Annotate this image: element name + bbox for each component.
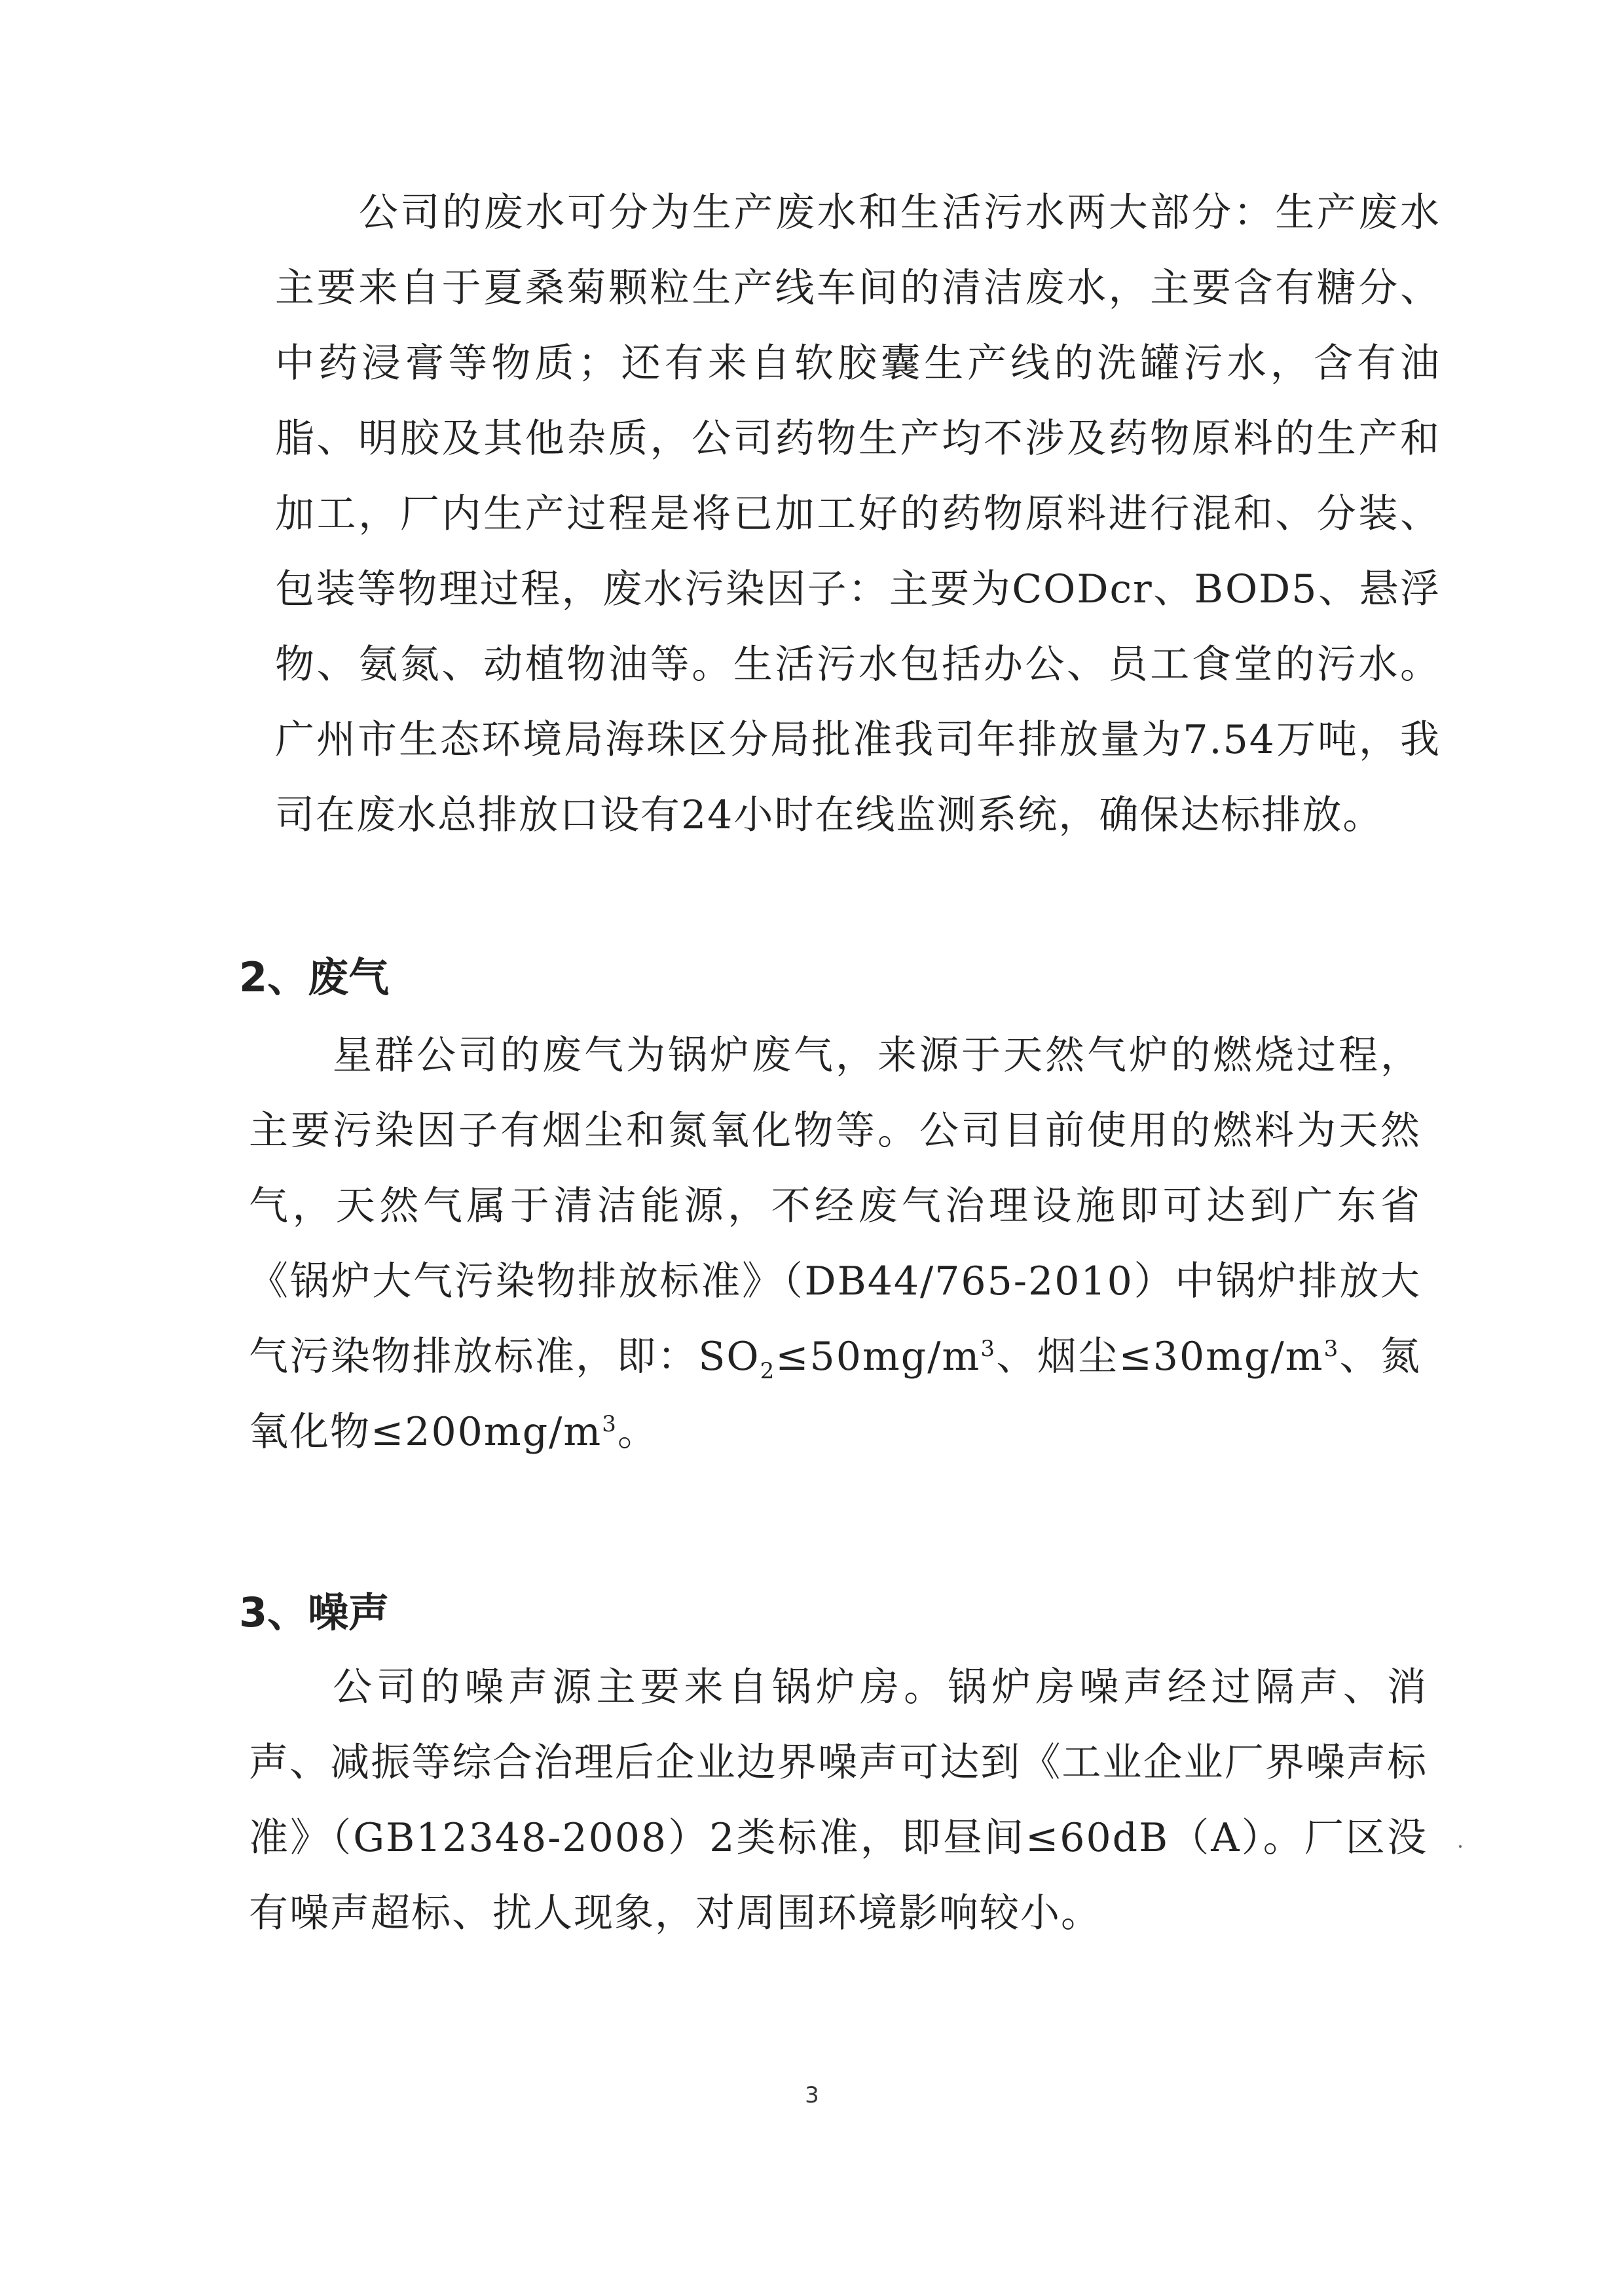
noise-heading: 3、噪声 [239, 1588, 390, 1636]
exhaust-paragraph [249, 1018, 1421, 1470]
dust-limit: 、烟尘≤30mg/m [995, 1334, 1324, 1380]
unit-superscript: 3 [1323, 1336, 1340, 1362]
so2-limit: ≤50mg/m [775, 1334, 981, 1380]
noise-paragraph: 公司的噪声源主要来自锅炉房。锅炉房噪声经过隔声、消声、减振等综合治理后企业边界噪声可达到《工业企业厂界噪声标准》（GB12348-2008）2类标准，即昼间≤60dB（A）。厂区没有噪声超标、扰人现象，对周围环境影响较小。 [249, 1664, 1428, 1936]
unit-superscript: 3 [602, 1411, 618, 1437]
exhaust-text: 星群公司的废气为锅炉废气，来源于天然气炉的燃烧过程，主要污染因子有烟尘和氮氧化物等。公司目前使用的燃料为天然气，天然气属于清洁能源，不经废气治理设施即可达到广东省《锅炉大气污染物排放标准》（DB44/765-2010）中锅炉排放大气污染物排放标准，即： [249, 1033, 1421, 1380]
exhaust-heading: 2、废气 [239, 953, 390, 1001]
nox-limit: 、氮氧化物≤200mg/m [249, 1334, 1421, 1455]
so2-subscript: 2 [760, 1358, 776, 1384]
so2-symbol: SO [698, 1334, 760, 1380]
unit-superscript: 3 [980, 1336, 996, 1362]
end-mark: 。 [617, 1409, 658, 1455]
scan-speck [1459, 1845, 1462, 1848]
page-number: 3 [805, 2082, 819, 2108]
wastewater-paragraph: 公司的废水可分为生产废水和生活污水两大部分：生产废水主要来自于夏桑菊颗粒生产线车间的清洁废水，主要含有糖分、中药浸膏等物质；还有来自软胶囊生产线的洗罐污水，含有油脂、明胶及其他杂质，公司药物生产均不涉及药物原料的生产和加工，厂内生产过程是将已加工好的药物原料进行混和、分装、包装等物理过程，废水污染因子：主要为CODcr、BOD5、悬浮物、氨氮、动植物油等。生活污水包括办公、员工食堂的污水。广州市生态环境局海珠区分局批准我司年排放量为7.54万吨，我司在废水总排放口设有24小时在线监测系统，确保达标排放。 [275, 190, 1441, 838]
